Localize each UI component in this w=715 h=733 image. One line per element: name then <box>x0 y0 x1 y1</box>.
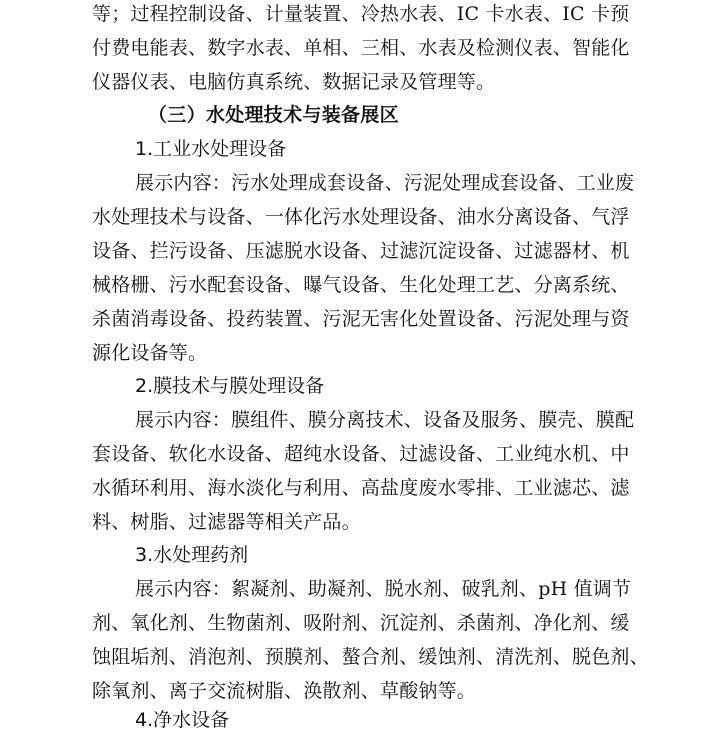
body-text-line: 蚀阻垢剂、消泡剂、预膜剂、螯合剂、缓蚀剂、清洗剂、脱色剂、 <box>92 646 649 668</box>
body-text-line: 展示内容：膜组件、膜分离技术、设备及服务、膜壳、膜配 <box>135 409 635 431</box>
body-text-line: 剂、氧化剂、生物菌剂、吸附剂、沉淀剂、杀菌剂、净化剂、缓 <box>92 612 630 634</box>
body-text-line: 展示内容：污水处理成套设备、污泥处理成套设备、工业废 <box>135 172 635 194</box>
body-text-line: 等；过程控制设备、计量装置、冷热水表、IC 卡水表、IC 卡预 <box>92 3 630 25</box>
body-text-line: 源化设备等。 <box>92 342 208 364</box>
body-text-line: 械格栅、污水配套设备、曝气设备、生化处理工艺、分离系统、 <box>92 274 630 296</box>
item-title: 4.净水设备 <box>135 709 230 731</box>
body-text-line: 设备、拦污设备、压滤脱水设备、过滤沉淀设备、过滤器材、机 <box>92 240 630 262</box>
body-text-line: 杀菌消毒设备、投药装置、污泥无害化处置设备、污泥处理与资 <box>92 308 630 330</box>
body-text-line: 付费电能表、数字水表、单相、三相、水表及检测仪表、智能化 <box>92 37 630 59</box>
item-title: 1.工业水处理设备 <box>135 138 287 160</box>
body-text-line: 水处理技术与设备、一体化污水处理设备、油水分离设备、气浮 <box>92 206 630 228</box>
body-text-line: 料、树脂、过滤器等相关产品。 <box>92 511 361 533</box>
section-heading: （三）水处理技术与装备展区 <box>148 104 399 126</box>
body-text-line: 仪器仪表、电脑仿真系统、数据记录及管理等。 <box>92 71 496 93</box>
body-text-line: 展示内容：絮凝剂、助凝剂、脱水剂、破乳剂、pH 值调节 <box>135 578 632 600</box>
item-title: 3.水处理药剂 <box>135 544 249 566</box>
body-text-line: 除氧剂、离子交流树脂、涣散剂、草酸钠等。 <box>92 680 477 702</box>
body-text-line: 水循环利用、海水淡化与利用、高盐度废水零排、工业滤芯、滤 <box>92 477 630 499</box>
item-title: 2.膜技术与膜处理设备 <box>135 375 325 397</box>
body-text-line: 套设备、软化水设备、超纯水设备、过滤设备、工业纯水机、中 <box>92 443 630 465</box>
